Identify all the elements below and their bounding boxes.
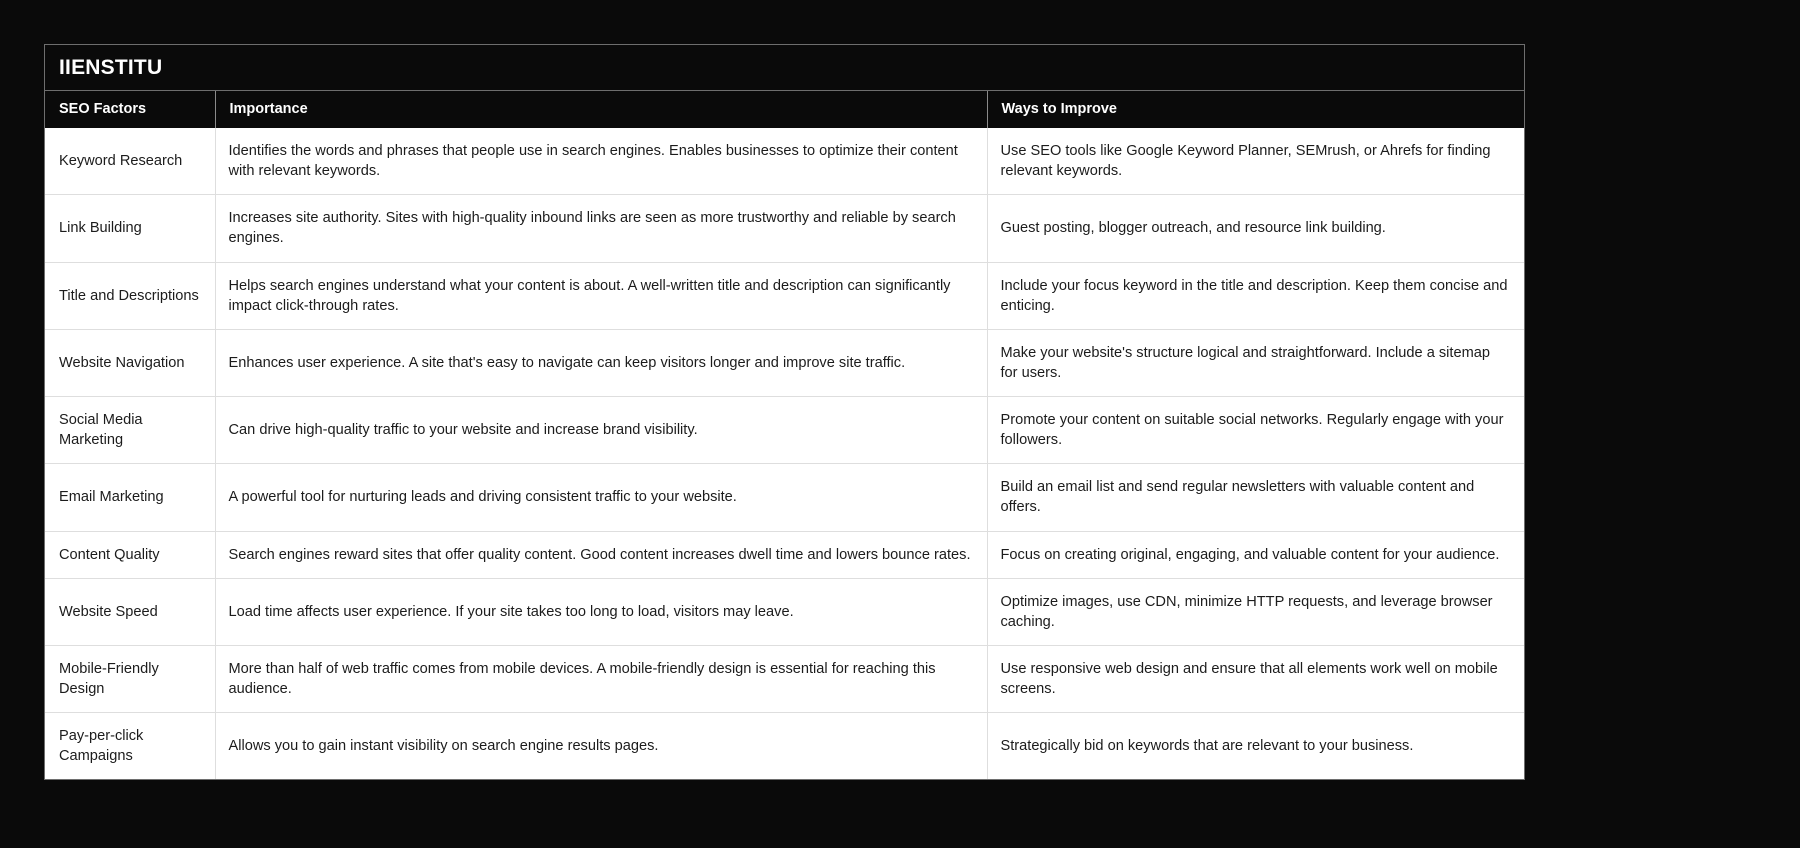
cell-importance: Helps search engines understand what your content is about. A well-written title and description can significantly impact click-through rates.	[215, 262, 987, 329]
cell-seo-factor: Title and Descriptions	[45, 262, 215, 329]
cell-importance: Identifies the words and phrases that people use in search engines. Enables businesses to optimize their content with relevant keywords.	[215, 128, 987, 195]
column-header-seo-factors[interactable]: SEO Factors	[45, 91, 215, 128]
table-row	[45, 195, 1524, 262]
cell-importance: Enhances user experience. A site that's easy to navigate can keep visitors longer and improve site traffic.	[215, 329, 987, 396]
cell-importance: Allows you to gain instant visibility on search engine results pages.	[215, 713, 987, 780]
brand-header	[45, 45, 1524, 91]
cell-seo-factor: Website Speed	[45, 578, 215, 645]
cell-seo-factor: Social Media Marketing	[45, 397, 215, 464]
table-row	[45, 645, 1524, 712]
cell-importance: Load time affects user experience. If your site takes too long to load, visitors may leave.	[215, 578, 987, 645]
cell-seo-factor: Mobile-Friendly Design	[45, 645, 215, 712]
cell-importance: Can drive high-quality traffic to your website and increase brand visibility.	[215, 397, 987, 464]
table-header-row	[45, 91, 1524, 128]
cell-seo-factor: Content Quality	[45, 531, 215, 578]
cell-ways-to-improve: Use SEO tools like Google Keyword Planner, SEMrush, or Ahrefs for finding relevant keywords.	[1000, 143, 1491, 180]
brand-title: IIENSTITU	[59, 56, 163, 79]
seo-table-card	[44, 44, 1525, 780]
table-row	[45, 262, 1524, 329]
table-row	[45, 464, 1524, 531]
cell-ways-to-improve: Build an email list and send regular newsletters with valuable content and offers.	[987, 464, 1524, 531]
cell-seo-factor: Email Marketing	[45, 464, 215, 531]
cell-seo-factor: Pay-per-click Campaigns	[45, 713, 215, 780]
table-body	[45, 128, 1524, 779]
cell-importance: A powerful tool for nurturing leads and driving consistent traffic to your website.	[215, 464, 987, 531]
cell-ways-to-improve: Make your website's structure logical and straightforward. Include a sitemap for users.	[987, 329, 1524, 396]
table-row	[45, 578, 1524, 645]
cell-ways-to-improve: Include your focus keyword in the title and description. Keep them concise and enticing.	[987, 262, 1524, 329]
cell-ways-to-improve: Guest posting, blogger outreach, and resource link building.	[987, 195, 1524, 262]
cell-importance: Search engines reward sites that offer quality content. Good content increases dwell time and lowers bounce rates.	[215, 531, 987, 578]
table-row	[45, 397, 1524, 464]
cell-importance: More than half of web traffic comes from mobile devices. A mobile-friendly design is essential for reaching this audience.	[215, 645, 987, 712]
table-row	[45, 128, 1524, 195]
column-header-importance[interactable]: Importance	[215, 91, 987, 128]
cell-ways-to-improve: Optimize images, use CDN, minimize HTTP requests, and leverage browser caching.	[987, 578, 1524, 645]
cell-ways-to-improve: Promote your content on suitable social networks. Regularly engage with your followers.	[987, 397, 1524, 464]
table-row	[45, 531, 1524, 578]
cell-ways-to-improve: Focus on creating original, engaging, and valuable content for your audience.	[987, 531, 1524, 578]
table-row	[45, 713, 1524, 780]
cell-ways-to-improve: Use responsive web design and ensure that all elements work well on mobile screens.	[987, 645, 1524, 712]
seo-factors-table	[45, 91, 1524, 779]
column-header-ways-to-improve[interactable]: Ways to Improve	[1001, 101, 1117, 117]
cell-seo-factor: Link Building	[45, 195, 215, 262]
cell-ways-to-improve: Strategically bid on keywords that are relevant to your business.	[987, 713, 1524, 780]
table-header	[45, 91, 1524, 128]
cell-importance: Increases site authority. Sites with high-quality inbound links are seen as more trustworthy and reliable by search engines.	[215, 195, 987, 262]
cell-seo-factor: Website Navigation	[45, 329, 215, 396]
table-row	[45, 329, 1524, 396]
cell-seo-factor: Keyword Research	[45, 128, 215, 195]
